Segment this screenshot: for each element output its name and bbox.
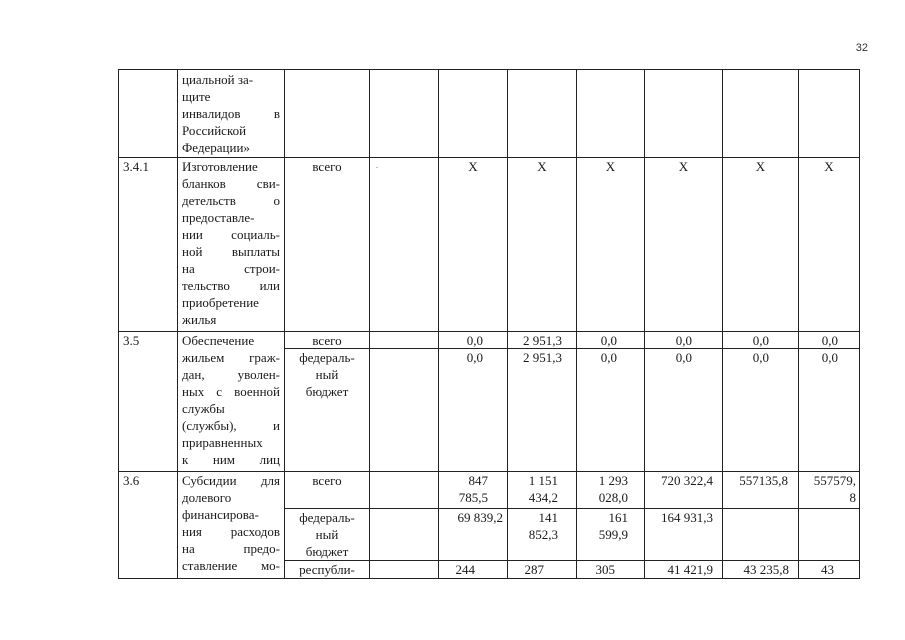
name-line: финансирова- [182,507,259,522]
value-line: 785,5 [458,490,488,505]
row-36-total-value [439,472,488,506]
value-line: 1 293 [598,473,628,488]
name-line: на строи- [182,261,280,276]
name-line: Российской [182,123,247,138]
row-36-source-federal [285,509,369,560]
row-341-value: X [468,159,478,174]
source-line: федераль- [299,510,355,525]
row-36-republic-value: 244 [455,562,475,577]
row-36-source-republic: республи- [299,562,355,577]
source-line: ный [315,367,339,382]
name-line: приобретение [182,295,259,310]
value-line: 434,2 [528,490,558,505]
name-line: Обеспечение [182,333,255,348]
row-line [284,508,860,509]
col-line [644,69,645,579]
row-35-source-total: всего [312,333,342,348]
page-number: 32 [855,42,868,54]
row-36-republic-value: 41 421,9 [667,562,713,577]
row-36-name [182,472,280,574]
name-line: жилья [182,312,217,327]
name-line: предоставле- [182,210,255,225]
row-35-total-value: 0,0 [675,333,692,348]
col-line [177,69,178,579]
row-341-name [182,158,280,328]
row-36-federal-value: 69 839,2 [457,510,503,525]
row-36-federal-value [508,509,558,543]
name-line: службы [182,401,225,416]
row-36-federal-value: 164 931,3 [661,510,713,525]
name-line: приравненных [182,435,263,450]
name-line: ния расходов [182,524,280,539]
name-line: ставление мо- [182,558,280,573]
budget-table [118,69,860,579]
row-36-source-total: всего [312,473,342,488]
value-line: 161 [608,510,628,525]
name-line: жильем граж- [182,350,280,365]
row-36-total-value: 720 322,4 [661,473,713,488]
row-35-total-value: 0,0 [466,333,483,348]
value-line: 1 151 [528,473,558,488]
row-35-name [182,332,280,468]
row-line [118,578,860,579]
row-36-republic-value: 305 [595,562,615,577]
name-line: на предо- [182,541,280,556]
row-35-source-federal [285,349,369,400]
row-35-total-value: 0,0 [600,333,617,348]
name-line: (службы), и [182,418,280,433]
name-line: к ним лиц [182,452,280,467]
source-line: бюджет [305,384,349,399]
row-341-value: X [678,159,689,174]
row-36-code: 3.6 [123,473,140,488]
row-35-code: 3.5 [123,333,140,348]
name-line: ной выплаты [182,244,280,259]
name-line: тельство или [182,278,280,293]
value-line: 599,9 [598,527,628,542]
row-35-federal-value: 0,0 [675,350,692,365]
row-341-value: X [824,159,834,174]
source-line: бюджет [305,544,349,559]
row-35-federal-value: 0,0 [821,350,838,365]
row-341-mark: . [376,161,378,170]
value-line: 557579, [813,473,856,488]
value-line: 141 [538,510,558,525]
row-341-source: всего [312,159,342,174]
row-36-total-value [577,472,628,506]
name-line: детельств о [182,193,280,208]
row-36-total-value [508,472,558,506]
row-341-code: 3.4.1 [123,159,149,174]
value-line: 028,0 [598,490,628,505]
row-line [118,69,860,70]
row-341-value: X [755,159,766,174]
col-line [859,69,860,579]
name-line: дан, уволен- [182,367,280,382]
name-line: ных с военной [182,384,280,399]
row-35-total-value: 0,0 [821,333,838,348]
col-line [284,69,285,579]
name-line: бланков сви- [182,176,280,191]
name-line: нии социаль- [182,227,280,242]
value-line: 852,3 [528,527,558,542]
row-35-federal-value: 2 951,3 [523,350,562,365]
row-35-total-value: 2 951,3 [523,333,562,348]
name-line: Изготовление [182,159,258,174]
value-line: 8 [849,490,856,505]
row-36-federal-value [577,509,628,543]
row-36-republic-value: 287 [524,562,544,577]
row-35-federal-value: 0,0 [466,350,483,365]
row-36-total-value: 557135,8 [739,473,788,488]
row-line [284,348,860,349]
row-35-federal-value: 0,0 [752,350,769,365]
source-line: федераль- [299,350,355,365]
row-36-total-value [799,472,856,506]
row-cont-name [182,71,280,156]
name-line: Субсидии для [182,473,280,488]
value-line: 847 [468,473,488,488]
name-line: долевого [182,490,232,505]
source-line: ный [315,527,339,542]
col-line [369,69,370,579]
row-36-republic-value: 43 [821,562,834,577]
row-36-republic-value: 43 235,8 [743,562,789,577]
row-341-value: X [605,159,616,174]
name-line: щите [182,89,211,104]
col-line [722,69,723,579]
row-35-total-value: 0,0 [752,333,769,348]
name-line: инвалидов в [182,106,280,121]
row-341-value: X [537,159,547,174]
name-line: Федерации» [182,140,250,155]
name-line: циальной за- [182,72,254,87]
row-35-federal-value: 0,0 [600,350,617,365]
col-line [118,69,119,579]
